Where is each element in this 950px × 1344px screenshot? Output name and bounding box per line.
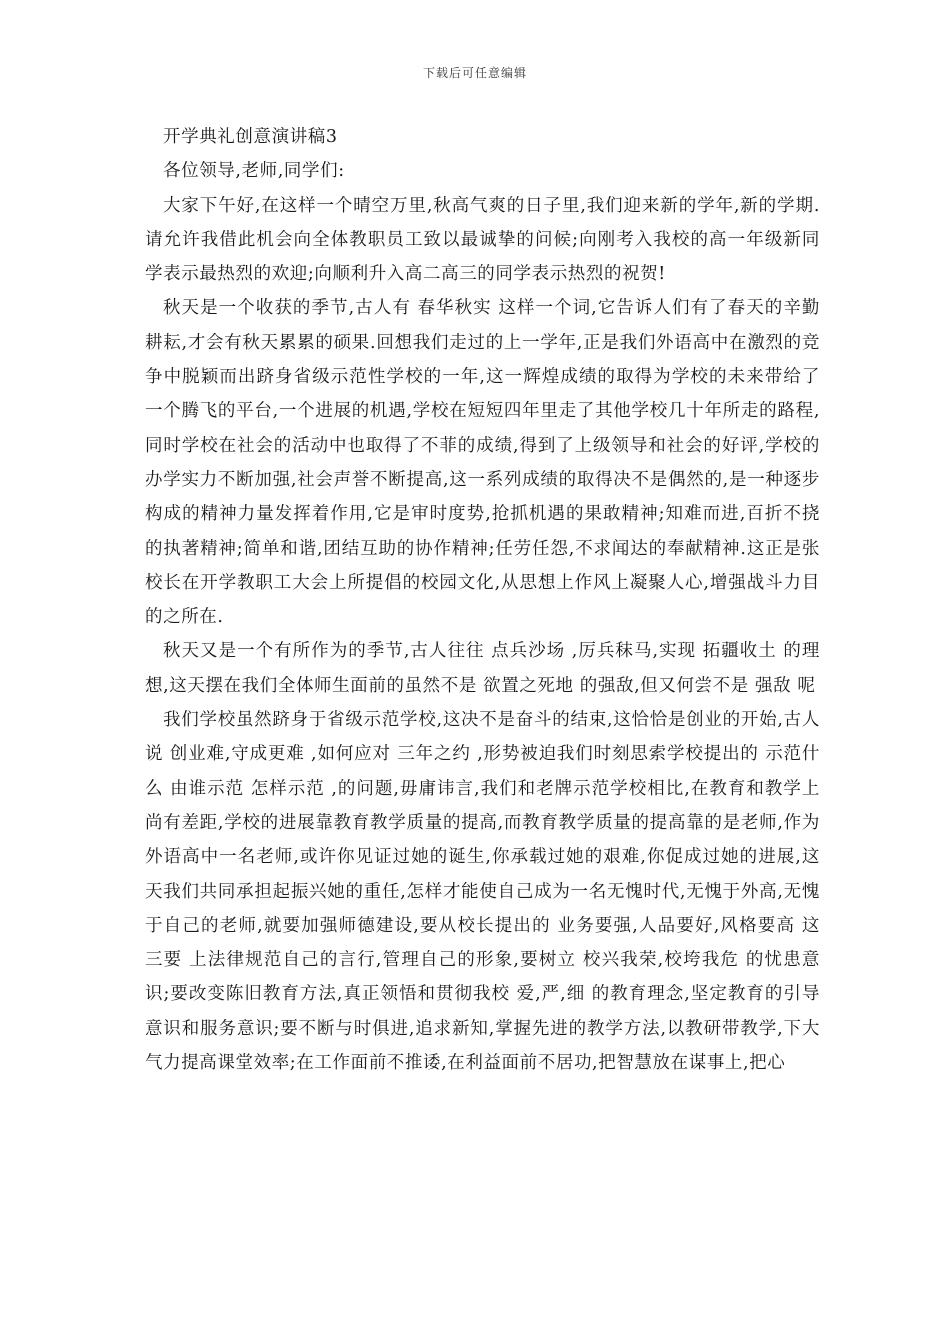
paragraph-4: 我们学校虽然跻身于省级示范学校,这决不是奋斗的结束,这恰恰是创业的开始,古人说 创业难,守成更难 ,如何应对 三年之约 ,形势被迫我们时刻思索学校提出的 示范什么 由谁示范 怎样示范 ,的问题,毋庸讳言,我们和老牌示范学校相比,在教育和教学上尚有差距,学校的进展靠教育教学质量的提高,而教育教学质量的提高靠的是老师,作为外语高中一名老师,或许你见证过她的诞生,你承载过她的艰难,你促成过她的进展,这天我们共同承担起振兴她的重任,怎样才能使自己成为一名无愧时代,无愧于外高,无愧于自己的老师,就要加强师德建设,要从校长提出的 业务要强,人品要好,风格要高 这 三要 上法律规范自己的言行,管理自己的形象,要树立 校兴我荣,校垮我危 的忧患意识;要改变陈旧教育方法,真正领悟和贯彻我校 爱,严,细 的教育理念,坚定教育的引导意识和服务意识;要不断与时俱进,追求新知,掌握先进的教学方法,以教研带教学,下大气力提高课堂效率;在工作面前不推诿,在利益面前不居功,把智慧放在谋事上,把心 [145, 710, 820, 1074]
paragraph-1: 大家下午好,在这样一个晴空万里,秋高气爽的日子里,我们迎来新的学年,新的学期.请允许我借此机会向全体教职员工致以最诚挚的问候;向刚考入我校的高一年级新同学表示最热烈的欢迎;向顺利升入高二高三的同学表示热烈的祝贺! [145, 195, 820, 285]
paragraph-3: 秋天又是一个有所作为的季节,古人往往 点兵沙场 ,厉兵秣马,实现 拓疆收土 的理想,这天摆在我们全体师生面前的虽然不是 欲置之死地 的强敌,但又何尝不是 强敌 呢 [145, 641, 820, 696]
paragraph-2: 秋天是一个收获的季节,古人有 春华秋实 这样一个词,它告诉人们有了春天的辛勤耕耘,才会有秋天累累的硕果.回想我们走过的上一学年,正是我们外语高中在激烈的竞争中脱颖而出跻身省级示范性学校的一年,这一辉煌成绩的取得为学校的未来带给了一个腾飞的平台,一个进展的机遇,学校在短短四年里走了其他学校几十年所走的路程,同时学校在社会的活动中也取得了不菲的成绩,得到了上级领导和社会的好评,学校的办学实力不断加强,社会声誉不断提高,这一系列成绩的取得决不是偶然的,是一种逐步构成的精神力量发挥着作用,它是审时度势,抢抓机遇的果敢精神;知难而进,百折不挠的执著精神;简单和谐,团结互助的协作精神;任劳任怨,不求闻达的奉献精神.这正是张校长在开学教职工大会上所提倡的校园文化,从思想上作风上凝聚人心,增强战斗力目的之所在. [145, 298, 820, 628]
document-body [145, 120, 820, 1080]
page-header-note: 下载后可任意编辑 [422, 66, 527, 80]
salutation: 各位领导,老师,同学们: [163, 161, 345, 182]
document-title: 开学典礼创意演讲稿3 [163, 127, 338, 147]
